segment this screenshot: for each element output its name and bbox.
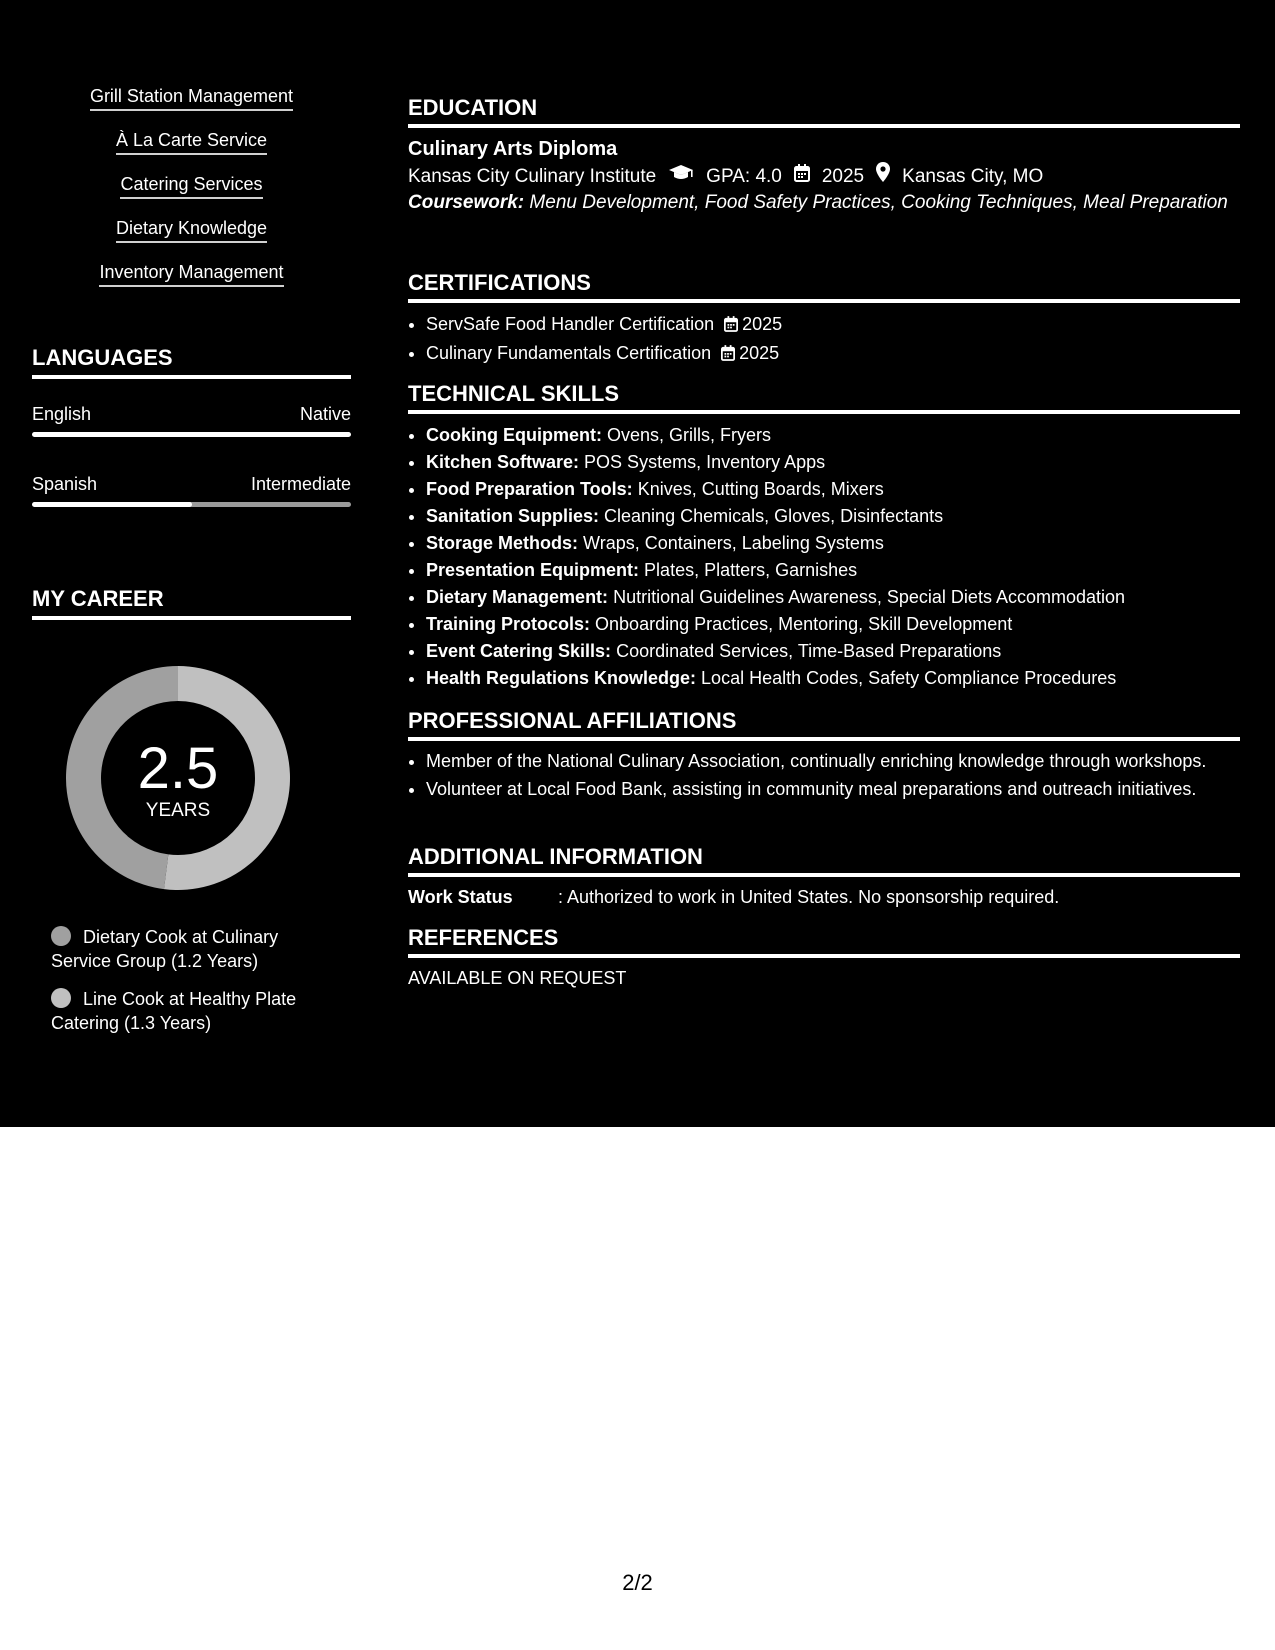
- skill-category: Storage Methods:: [426, 533, 579, 553]
- education-location: Kansas City, MO: [902, 165, 1044, 187]
- page-number: 2/2: [622, 1570, 653, 1595]
- education-section: [408, 94, 1240, 215]
- language-proficiency-fill: [32, 432, 351, 437]
- coursework-label: Coursework:: [408, 192, 525, 213]
- certifications-list: [408, 311, 1240, 369]
- language-name: English: [32, 404, 92, 424]
- language-proficiency-fill: [32, 502, 192, 507]
- technical-skill-item: [426, 584, 1240, 611]
- affiliations-heading: PROFESSIONAL AFFILIATIONS: [408, 707, 1240, 741]
- language-level: Intermediate: [250, 474, 351, 494]
- skill-value: Ovens, Grills, Fryers: [607, 425, 772, 445]
- skill-value: Coordinated Services, Time-Based Preparations: [616, 641, 1002, 661]
- language-level: Native: [299, 404, 351, 424]
- work-status-row: [408, 885, 1240, 909]
- certification-name: Culinary Fundamentals Certification: [426, 343, 712, 363]
- career-donut-chart: [66, 666, 290, 890]
- skill-item: Dietary Knowledge: [116, 218, 267, 243]
- skill-value: Local Health Codes, Safety Compliance Procedures: [701, 668, 1117, 688]
- affiliation-item: • Member of the National Culinary Association, continually enriching knowledge through workshops.: [426, 749, 1240, 773]
- technical-skills-heading: TECHNICAL SKILLS: [408, 380, 1240, 414]
- skill-item: Inventory Management: [99, 262, 283, 287]
- skill-value: POS Systems, Inventory Apps: [584, 452, 826, 472]
- career-total-years: 2.5: [137, 736, 219, 801]
- skill-item: À La Carte Service: [116, 130, 267, 155]
- skill-category: Presentation Equipment:: [426, 560, 640, 580]
- skill-category: Dietary Management:: [426, 587, 609, 607]
- calendar-icon: [721, 342, 735, 369]
- career-years-unit: YEARS: [145, 800, 211, 821]
- certification-item: [426, 340, 1240, 369]
- skill-category: Training Protocols:: [426, 614, 591, 634]
- calendar-icon: [724, 313, 738, 340]
- skill-category: Health Regulations Knowledge:: [426, 668, 697, 688]
- certification-item: [426, 311, 1240, 340]
- calendar-icon: [794, 163, 810, 191]
- map-pin-icon: [876, 162, 890, 191]
- coursework-list: Menu Development, Food Safety Practices, Cooking Techniques, Meal Preparation: [529, 192, 1228, 213]
- career-legend-item: [51, 925, 341, 973]
- skill-value: Wraps, Containers, Labeling Systems: [583, 533, 884, 553]
- skill-category: Kitchen Software:: [426, 452, 580, 472]
- technical-skill-item: [426, 422, 1240, 449]
- technical-skill-item: [426, 611, 1240, 638]
- language-english: [32, 402, 351, 437]
- skill-item: Catering Services: [120, 174, 262, 199]
- technical-skill-item: [426, 449, 1240, 476]
- affiliations-section: [408, 707, 1240, 805]
- skill-value: Knives, Cutting Boards, Mixers: [637, 479, 884, 499]
- career-job-label: Dietary Cook at Culinary Service Group (1.2 Years): [51, 927, 279, 971]
- career-heading: MY CAREER: [32, 585, 351, 620]
- language-proficiency-bar: [32, 502, 351, 507]
- education-coursework: [408, 191, 1240, 215]
- legend-dot-icon: [51, 988, 71, 1008]
- technical-skill-item: [426, 530, 1240, 557]
- certifications-heading: CERTIFICATIONS: [408, 269, 1240, 303]
- certification-name: ServSafe Food Handler Certification: [426, 314, 715, 334]
- skill-item: Grill Station Management: [90, 86, 293, 111]
- skill-category: Event Catering Skills:: [426, 641, 612, 661]
- languages-heading: LANGUAGES: [32, 344, 351, 379]
- legend-dot-icon: [51, 926, 71, 946]
- education-school: Kansas City Culinary Institute: [408, 165, 657, 187]
- language-spanish: [32, 472, 351, 507]
- certification-year: 2025: [742, 314, 783, 334]
- education-gpa: GPA: 4.0: [706, 165, 782, 187]
- references-text: AVAILABLE ON REQUEST: [408, 968, 627, 988]
- additional-info-section: [408, 843, 1240, 909]
- work-status-value: : Authorized to work in United States. No sponsorship required.: [558, 887, 1060, 907]
- references-heading: REFERENCES: [408, 924, 1240, 958]
- technical-skill-item: [426, 476, 1240, 503]
- education-details: [408, 162, 1240, 191]
- education-year: 2025: [821, 165, 865, 187]
- technical-skills-list: [408, 422, 1240, 692]
- skill-category: Cooking Equipment:: [426, 425, 602, 445]
- language-proficiency-bar: [32, 432, 351, 437]
- language-name: Spanish: [32, 474, 98, 494]
- technical-skill-item: [426, 557, 1240, 584]
- certifications-section: [408, 269, 1240, 369]
- graduation-cap-icon: [668, 163, 694, 191]
- technical-skill-item: [426, 638, 1240, 665]
- affiliation-item: • Volunteer at Local Food Bank, assisting in community meal preparations and outreach initiatives.: [426, 777, 1240, 801]
- skills-list: [32, 86, 351, 306]
- references-section: [408, 924, 1240, 990]
- technical-skill-item: [426, 665, 1240, 692]
- education-degree: Culinary Arts Diploma: [408, 138, 618, 160]
- skill-value: Nutritional Guidelines Awareness, Special Diets Accommodation: [613, 587, 1126, 607]
- technical-skills-section: [408, 380, 1240, 692]
- affiliations-list: [408, 749, 1240, 801]
- skill-category: Sanitation Supplies:: [426, 506, 600, 526]
- skill-value: Onboarding Practices, Mentoring, Skill Development: [595, 614, 1013, 634]
- skill-category: Food Preparation Tools:: [426, 479, 633, 499]
- skill-value: Cleaning Chemicals, Gloves, Disinfectants: [604, 506, 944, 526]
- skill-value: Plates, Platters, Garnishes: [644, 560, 858, 580]
- certification-year: 2025: [739, 343, 780, 363]
- education-heading: EDUCATION: [408, 94, 1240, 128]
- additional-info-heading: ADDITIONAL INFORMATION: [408, 843, 1240, 877]
- work-status-label: Work Status: [408, 887, 513, 907]
- technical-skill-item: [426, 503, 1240, 530]
- career-job-label: Line Cook at Healthy Plate Catering (1.3 Years): [51, 989, 297, 1033]
- career-legend-item: [51, 987, 341, 1035]
- career-legend: [51, 925, 341, 1049]
